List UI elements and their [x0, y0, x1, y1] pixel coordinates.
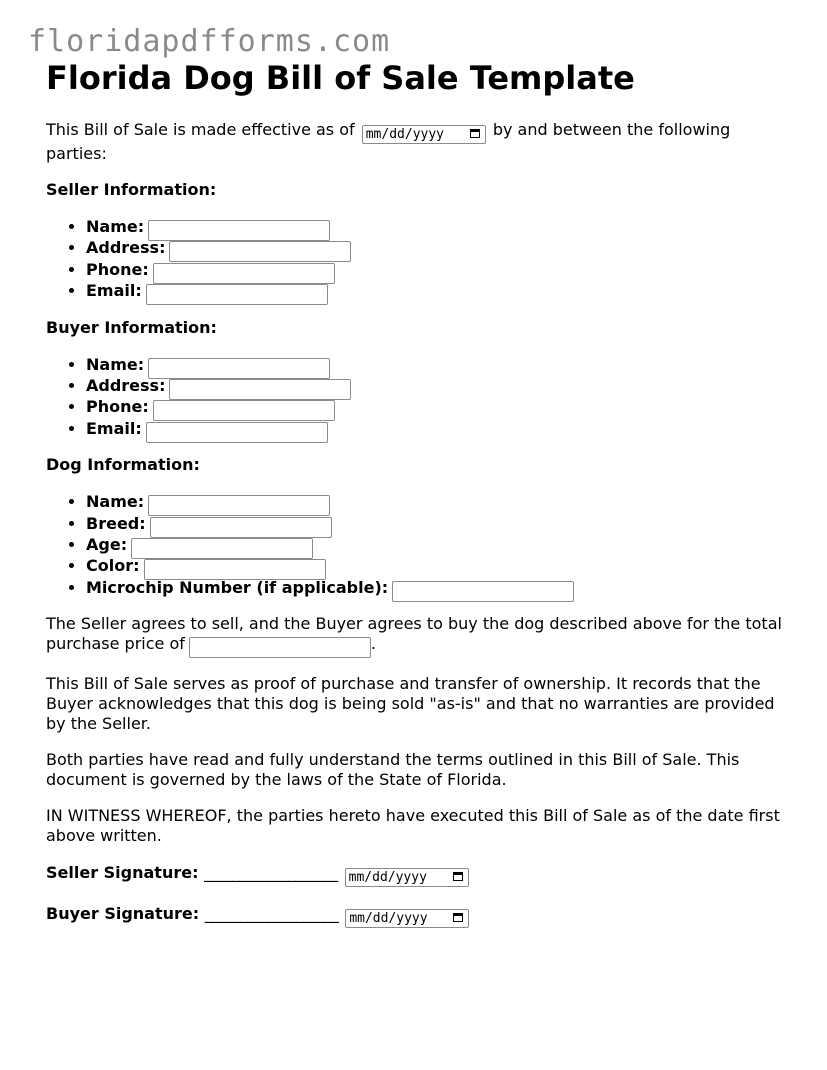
buyer-signature-line[interactable]: ___________________ [204, 904, 338, 924]
buyer-phone-label: Phone: [86, 397, 149, 417]
page-title: Florida Dog Bill of Sale Template [46, 59, 635, 97]
seller-email-label: Email: [86, 281, 142, 301]
buyer-name-item [86, 354, 786, 375]
seller-signature-line[interactable]: ___________________ [204, 863, 338, 883]
seller-address-label: Address: [86, 238, 166, 258]
dog-color-item [86, 555, 786, 576]
seller-date-input[interactable] [345, 868, 469, 887]
buyer-date-placeholder: mm/dd/yyyy [349, 911, 428, 927]
buyer-signature-row [46, 903, 786, 928]
dog-name-label: Name: [86, 492, 145, 512]
intro-paragraph [46, 120, 786, 164]
dog-age-item [86, 534, 786, 555]
seller-phone-item [86, 259, 786, 280]
buyer-phone-item [86, 396, 786, 417]
purchase-price-input[interactable] [189, 637, 371, 658]
buyer-date-input[interactable] [345, 909, 469, 928]
dog-breed-label: Breed: [86, 513, 146, 533]
document [46, 56, 786, 928]
seller-heading: Seller Information: [46, 180, 217, 199]
buyer-field-list [46, 354, 786, 440]
terms-paragraph: Both parties have read and fully understand the terms outlined in this Bill of Sale. This document is governed by the laws of the State of Florida. [46, 750, 740, 790]
seller-date-placeholder: mm/dd/yyyy [348, 870, 427, 886]
seller-name-label: Name: [86, 217, 145, 236]
buyer-address-label: Address: [86, 375, 166, 395]
intro-text-before: This Bill of Sale is made effective as of [46, 120, 355, 139]
seller-address-item [86, 237, 786, 258]
buyer-email-input[interactable] [146, 422, 328, 443]
dog-color-label: Color: [86, 556, 140, 576]
dog-age-label: Age: [86, 534, 128, 554]
buyer-email-item [86, 418, 786, 439]
dog-microchip-item [86, 577, 786, 598]
dog-breed-item [86, 513, 786, 534]
seller-field-list [46, 216, 786, 302]
buyer-signature-label: Buyer Signature: [46, 904, 200, 924]
purchase-paragraph [46, 614, 786, 658]
dog-field-list [46, 491, 786, 598]
watermark: floridapdfforms.com [28, 24, 391, 59]
buyer-name-label: Name: [86, 354, 145, 374]
purchase-text: The Seller agrees to sell, and the Buyer agrees to buy the dog described above for the total purchase price of [46, 614, 782, 654]
seller-email-input[interactable] [146, 284, 328, 305]
seller-email-item [86, 280, 786, 301]
effective-date-placeholder: mm/dd/yyyy [365, 127, 445, 142]
buyer-heading: Buyer Information: [46, 317, 217, 337]
purchase-text-end: . [370, 634, 376, 654]
calendar-icon [470, 129, 480, 138]
seller-signature-label: Seller Signature: [46, 863, 199, 883]
seller-signature-row [46, 862, 786, 887]
dog-name-item [86, 491, 786, 512]
dog-heading: Dog Information: [46, 455, 200, 475]
buyer-email-label: Email: [86, 418, 142, 438]
buyer-address-item [86, 375, 786, 396]
seller-phone-label: Phone: [86, 259, 149, 279]
dog-microchip-label: Microchip Number (if applicable): [86, 577, 389, 597]
calendar-icon [453, 872, 463, 881]
dog-microchip-input[interactable] [392, 581, 574, 602]
intro-text-after: by and between the following parties: [46, 120, 731, 163]
witness-paragraph: IN WITNESS WHEREOF, the parties hereto have executed this Bill of Sale as of the date first above written. [46, 806, 780, 846]
effective-date-input[interactable] [362, 125, 486, 144]
calendar-icon [453, 913, 463, 922]
seller-name-item [86, 216, 786, 237]
proof-paragraph: This Bill of Sale serves as proof of purchase and transfer of ownership. It records that the Buyer acknowledges that this dog is being sold "as-is" and that no warranties are provided by the Seller. [46, 674, 775, 734]
